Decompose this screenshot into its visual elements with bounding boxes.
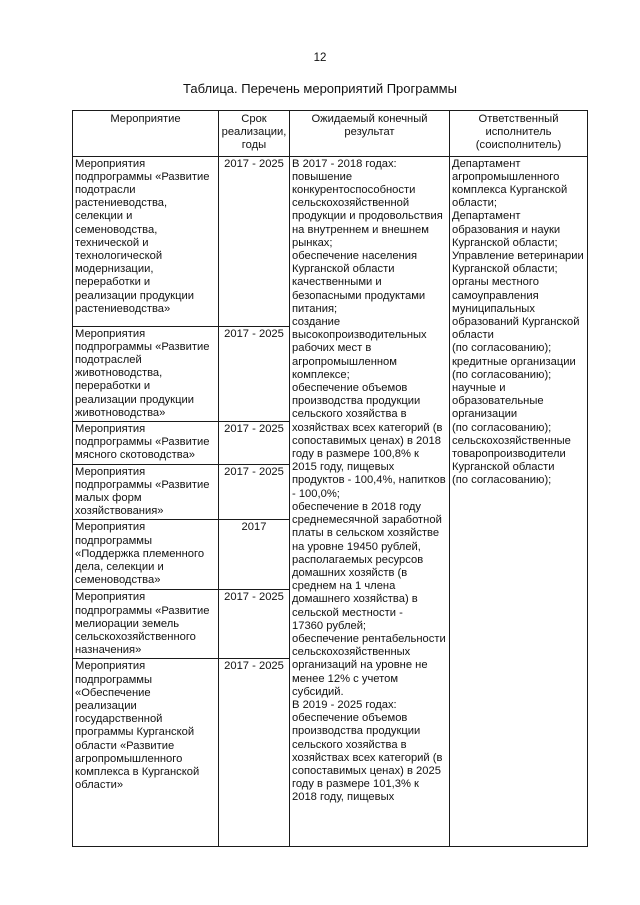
header-period: Срок реализации, годы xyxy=(219,111,290,157)
header-activity: Мероприятие xyxy=(73,111,219,157)
header-responsible: Ответственный исполнитель (соисполнитель) xyxy=(450,111,588,157)
responsible-cell: Департамент агропромышленного комплекса Курганской области; Департамент образования и науки Курганской области; Управление ветеринарии Курганской области; органы местного самоуправления муниципальных образований Курганской области (по согласованию); кредитные организации (по согласованию); научные и образовательные организации (по согласованию); сельскохозяйственные товаропроизводители Курганской области (по согласованию); xyxy=(450,156,588,847)
period-cell: 2017 xyxy=(219,520,290,590)
period-cell: 2017 - 2025 xyxy=(219,590,290,659)
period-cell: 2017 - 2025 xyxy=(219,156,290,326)
activity-cell: Мероприятия подпрограммы «Развитие малых форм хозяйствования» xyxy=(73,464,219,520)
activity-cell: Мероприятия подпрограммы «Поддержка племенного дела, селекции и семеноводства» xyxy=(73,520,219,590)
expected-result-cell: В 2017 - 2018 годах: повышение конкурентоспособности сельскохозяйственной продукции и продовольствия на внутреннем и внешнем рынках; обеспечение населения Курганской области качественными и безопасными продуктами питания; создание высокопроизводительных рабочих мест в агропромышленном комплексе; обеспечение объемов производства продукции сельского хозяйства в хозяйствах всех категорий (в сопоставимых ценах) в 2018 году в размере 100,8% к 2015 году, пищевых продуктов - 100,4%, напитков - 100,0%; обеспечение в 2018 году среднемесячной заработной платы в сельском хозяйстве на уровне 19450 рублей, располагаемых ресурсов домашних хозяйств (в среднем на 1 члена домашнего хозяйства) в сельской местности - 17360 рублей; обеспечение рентабельности сельскохозяйственных организаций на уровне не менее 12% с учетом субсидий. В 2019 - 2025 годах: обеспечение объемов производства продукции сельского хозяйства в хозяйствах всех категорий (в сопоставимых ценах) в 2025 году в размере 101,3% к 2018 году, пищевых xyxy=(290,156,450,847)
page-number: 12 xyxy=(313,52,327,64)
table-title: Таблица. Перечень мероприятий Программы xyxy=(183,81,457,96)
activity-cell: Мероприятия подпрограммы «Развитие подотрасли растениеводства, селекции и семеноводства, технической и технологической модернизации, переработки и реализации продукции растениеводства» xyxy=(73,156,219,326)
period-cell: 2017 - 2025 xyxy=(219,326,290,421)
table-header-row xyxy=(73,111,588,157)
period-cell: 2017 - 2025 xyxy=(219,659,290,847)
period-cell: 2017 - 2025 xyxy=(219,464,290,520)
header-result: Ожидаемый конечный результат xyxy=(290,111,450,157)
activity-cell: Мероприятия подпрограммы «Развитие мясного скотоводства» xyxy=(73,422,219,465)
period-cell: 2017 - 2025 xyxy=(219,422,290,465)
activity-cell: Мероприятия подпрограммы «Развитие мелиорации земель сельскохозяйственного назначения» xyxy=(73,590,219,659)
activities-table xyxy=(72,110,588,847)
activity-cell: Мероприятия подпрограммы «Развитие подотраслей животноводства, переработки и реализации продукции животноводства» xyxy=(73,326,219,421)
activity-cell: Мероприятия подпрограммы «Обеспечение реализации государственной программы Курганской области «Развитие агропромышленного комплекса в Курганской области» xyxy=(73,659,219,847)
table-row xyxy=(73,156,588,326)
